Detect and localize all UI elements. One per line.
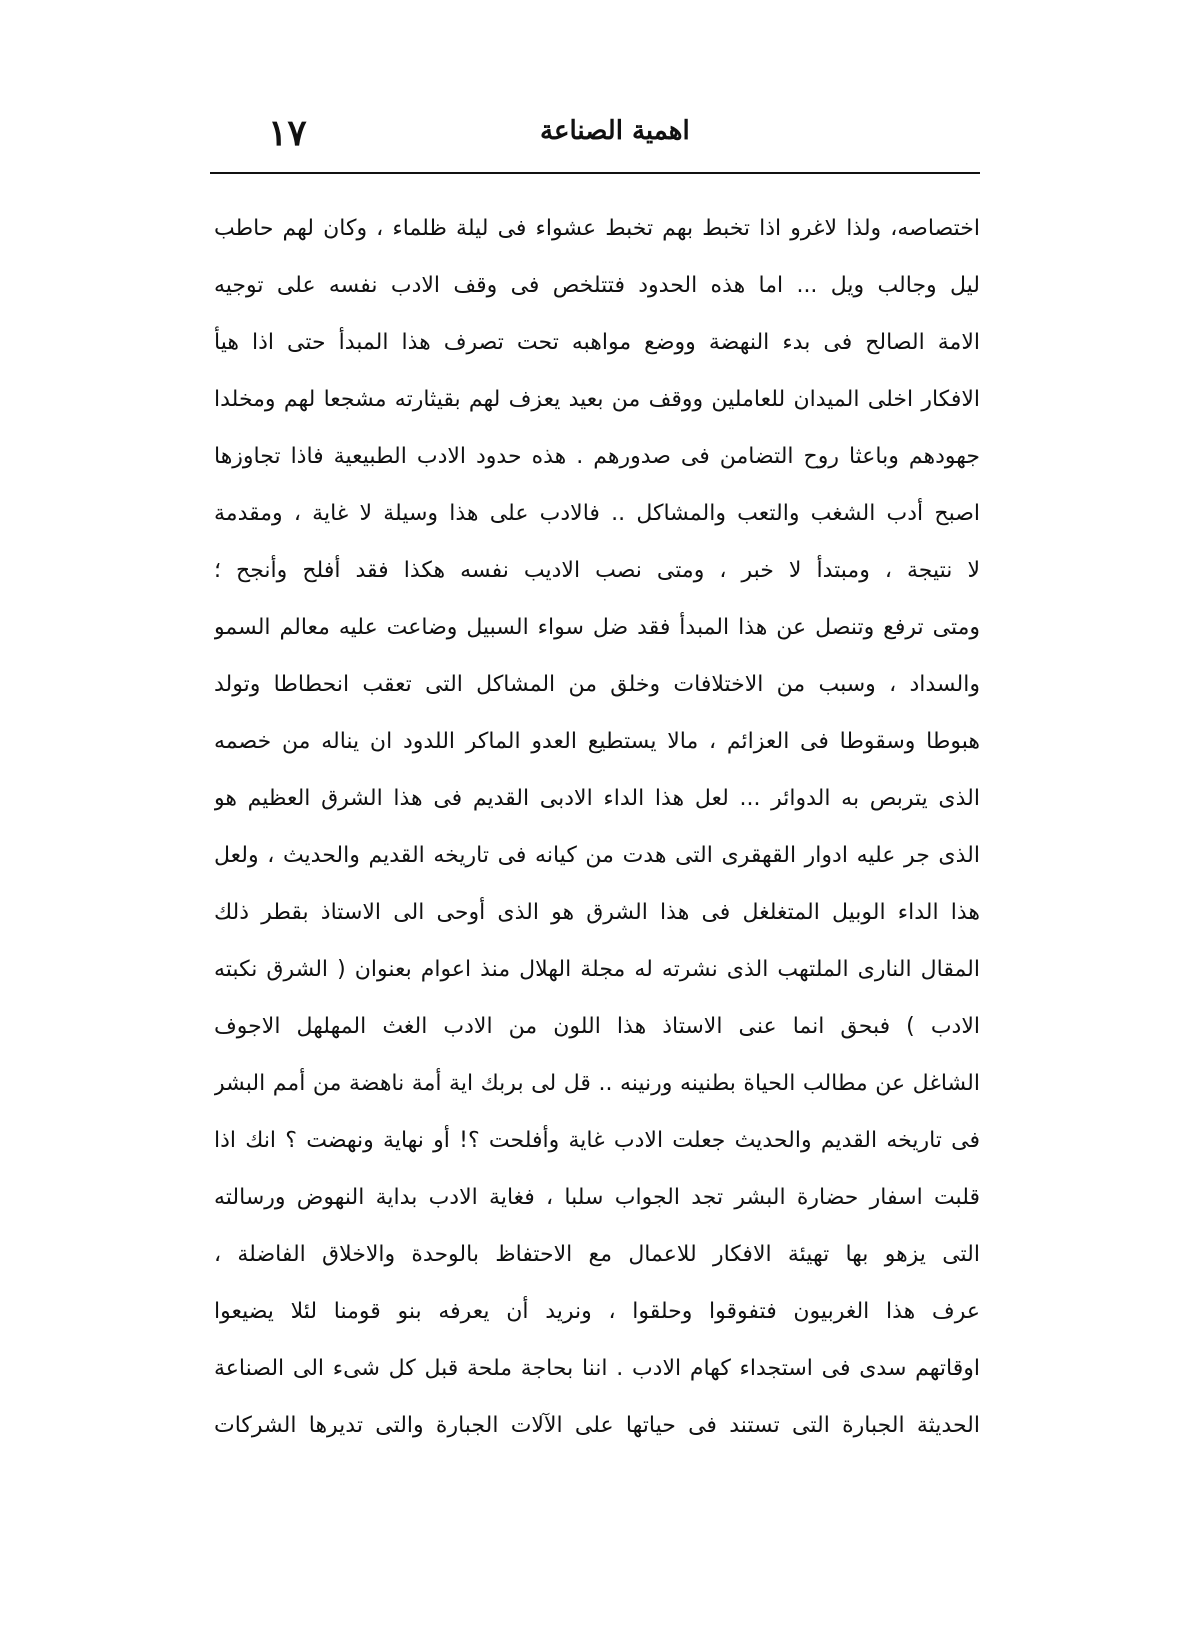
text-line: الذى يتربص به الدوائر ... لعل هذا الداء الادبى القديم فى هذا الشرق العظيم هو: [214, 786, 980, 811]
text-line: الافكار اخلى الميدان للعاملين ووقف من بعيد يعزف لهم بقيثارته مشجعا لهم ومخلدا: [214, 387, 980, 412]
text-line: لا نتيجة ، ومبتدأ لا خبر ، ومتى نصب الاديب نفسه هكذا فقد أفلح وأنجح ؛: [214, 558, 980, 583]
text-line: اختصاصه، ولذا لاغرو اذا تخبط بهم تخبط عشواء فى ليلة ظلماء ، وكان لهم حاطب: [214, 216, 980, 241]
text-line: الذى جر عليه ادوار القهقرى التى هدت من كيانه فى تاريخه القديم والحديث ، ولعل: [214, 843, 980, 868]
text-line: قلبت اسفار حضارة البشر تجد الجواب سلبا ، فغاية الادب بداية النهوض ورسالته: [214, 1185, 980, 1210]
page-number: ١٧: [268, 112, 307, 154]
text-line: عرف هذا الغربيون فتفوقوا وحلقوا ، ونريد أن يعرفه بنو قومنا لئلا يضيعوا: [214, 1299, 980, 1324]
text-line: اصبح أدب الشغب والتعب والمشاكل .. فالادب على هذا وسيلة لا غاية ، ومقدمة: [214, 501, 980, 526]
text-line: الشاغل عن مطالب الحياة بطنينه ورنينه .. قل لى بربك اية أمة ناهضة من أمم البشر: [214, 1071, 980, 1096]
text-line: هذا الداء الوبيل المتغلغل فى هذا الشرق هو الذى أوحى الى الاستاذ بقطر ذلك: [214, 900, 980, 925]
text-line: ليل وجالب ويل ... اما هذه الحدود فتتلخص فى وقف الادب نفسه على توجيه: [214, 273, 980, 298]
body-text: [214, 200, 980, 1454]
text-line: ومتى ترفع وتنصل عن هذا المبدأ فقد ضل سواء السبيل وضاعت عليه معالم السمو: [214, 615, 980, 640]
text-line: الادب ) فبحق انما عنى الاستاذ هذا اللون من الادب الغث المهلهل الاجوف: [214, 1014, 980, 1039]
text-line: والسداد ، وسبب من الاختلافات وخلق من المشاكل التى تعقب انحطاطا وتولد: [214, 672, 980, 697]
text-line: التى يزهو بها تهيئة الافكار للاعمال مع الاحتفاظ بالوحدة والاخلاق الفاضلة ،: [214, 1242, 980, 1267]
text-line: المقال النارى الملتهب الذى نشرته له مجلة الهلال منذ اعوام بعنوان ( الشرق نكبته: [214, 957, 980, 982]
text-line: هبوطا وسقوطا فى العزائم ، مالا يستطيع العدو الماكر اللدود ان يناله من خصمه: [214, 729, 980, 754]
text-line: الحديثة الجبارة التى تستند فى حياتها على الآلات الجبارة والتى تديرها الشركات: [214, 1413, 980, 1438]
page-header: [210, 112, 980, 172]
text-line: فى تاريخه القديم والحديث جعلت الادب غاية وأفلحت ؟! أو نهاية ونهضت ؟ انك اذا: [214, 1128, 980, 1153]
header-rule: [210, 172, 980, 174]
text-line: اوقاتهم سدى فى استجداء كهام الادب . اننا بحاجة ملحة قبل كل شىء الى الصناعة: [214, 1356, 980, 1381]
text-line: جهودهم وباعثا روح التضامن فى صدورهم . هذه حدود الادب الطبيعية فاذا تجاوزها: [214, 444, 980, 469]
text-line: الامة الصالح فى بدء النهضة ووضع مواهبه تحت تصرف هذا المبدأ حتى اذا هيأ: [214, 330, 980, 355]
running-title: اهمية الصناعة: [540, 116, 690, 146]
